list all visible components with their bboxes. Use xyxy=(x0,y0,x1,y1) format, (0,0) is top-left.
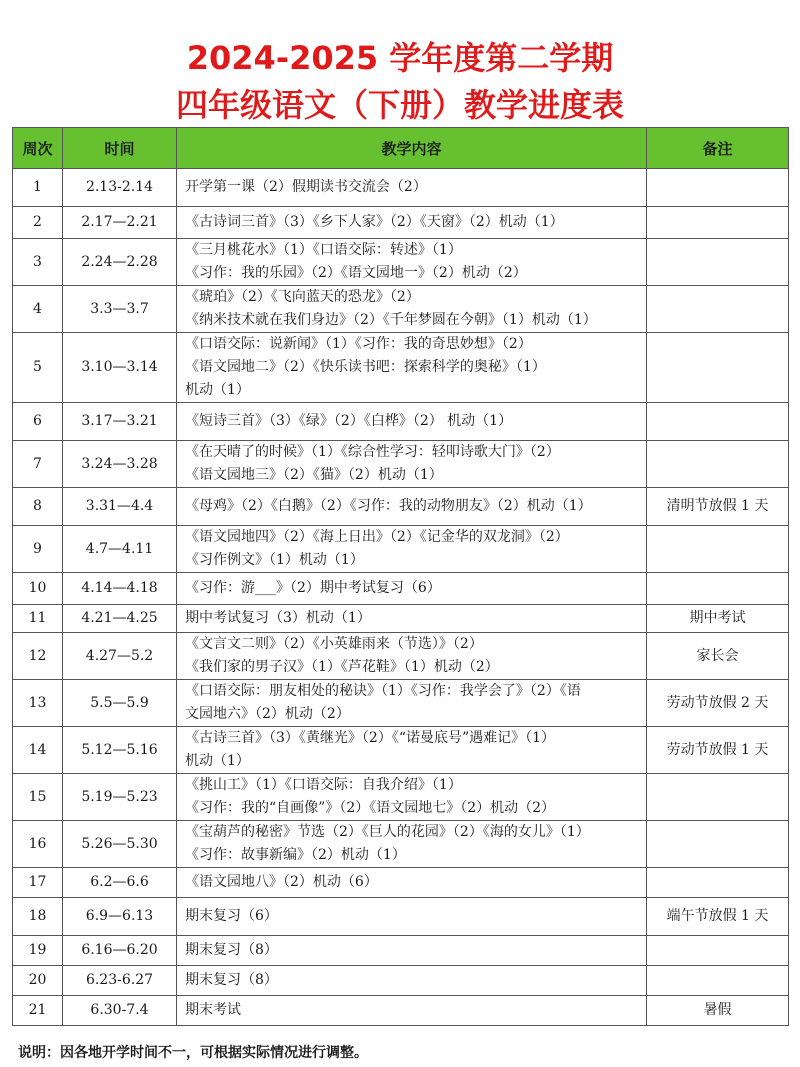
time-cell: 6.23-6.27 xyxy=(63,966,177,996)
time-cell: 3.24—3.28 xyxy=(63,441,177,488)
content-line: 文园地六》（2）机动（2） xyxy=(185,706,350,722)
table-row xyxy=(13,727,789,774)
content-line: 《语文园地八》（2）机动（6） xyxy=(185,874,378,890)
content-line: 《习作：故事新编》（2）机动（1） xyxy=(185,847,406,863)
week-cell: 19 xyxy=(13,936,63,966)
time-cell: 4.27—5.2 xyxy=(63,633,177,680)
content-cell xyxy=(177,169,647,207)
week-cell: 3 xyxy=(13,239,63,286)
content-line: 《语文园地四》（2）《海上日出》（2）《记金华的双龙洞》（2） xyxy=(185,529,569,545)
content-line: 《习作：我的乐园》（2）《语文园地一》（2）机动（2） xyxy=(185,265,527,281)
content-cell xyxy=(177,573,647,605)
content-line: 《习作：我的“自画像”》（2）《语文园地七》（2）机动（2） xyxy=(185,800,556,816)
note-cell xyxy=(647,239,789,286)
time-cell: 4.7—4.11 xyxy=(63,526,177,573)
time-cell: 3.17—3.21 xyxy=(63,403,177,441)
content-line: 《口语交际：朋友相处的秘诀》（1）《习作：我学会了》（2）《语 xyxy=(185,683,581,699)
content-line: 期末复习（6） xyxy=(185,908,278,924)
content-line: 期末考试 xyxy=(185,1002,241,1018)
content-line: 《在天晴了的时候》（1）《综合性学习：轻叩诗歌大门》（2） xyxy=(185,444,560,460)
table-row xyxy=(13,441,789,488)
week-cell: 12 xyxy=(13,633,63,680)
content-cell xyxy=(177,333,647,403)
week-cell: 5 xyxy=(13,333,63,403)
content-line: 《习作例文》（1）机动（1） xyxy=(185,552,364,568)
time-cell: 6.9—6.13 xyxy=(63,898,177,936)
content-line: 《琥珀》（2）《飞向蓝天的恐龙》（2） xyxy=(185,289,420,305)
week-cell: 16 xyxy=(13,821,63,868)
week-cell: 4 xyxy=(13,286,63,333)
note-cell xyxy=(647,526,789,573)
week-cell: 18 xyxy=(13,898,63,936)
content-line: 《语文园地三》（2）《猫》（2）机动（1） xyxy=(185,467,443,483)
note-cell xyxy=(647,207,789,239)
week-cell: 9 xyxy=(13,526,63,573)
note-cell xyxy=(647,441,789,488)
content-cell xyxy=(177,488,647,526)
note-cell xyxy=(647,966,789,996)
header-note: 备注 xyxy=(647,128,789,169)
content-line: 《挑山工》（1）《口语交际：自我介绍》（1） xyxy=(185,777,462,793)
content-cell xyxy=(177,774,647,821)
note-cell: 暑假 xyxy=(647,996,789,1026)
time-cell: 2.17—2.21 xyxy=(63,207,177,239)
table-row xyxy=(13,526,789,573)
time-cell: 3.3—3.7 xyxy=(63,286,177,333)
week-cell: 1 xyxy=(13,169,63,207)
content-line: 机动（1） xyxy=(185,753,250,769)
title-line-2: 四年级语文（下册）教学进度表 xyxy=(175,86,624,124)
time-cell: 4.21—4.25 xyxy=(63,605,177,633)
week-cell: 8 xyxy=(13,488,63,526)
content-line: 机动（1） xyxy=(185,382,250,398)
content-line: 《宝葫芦的秘密》节选（2）《巨人的花园》（2）《海的女儿》（1） xyxy=(185,824,590,840)
week-cell: 6 xyxy=(13,403,63,441)
content-line: 《文言文二则》（2）《小英雄雨来（节选）》（2） xyxy=(185,636,483,652)
time-cell: 5.5—5.9 xyxy=(63,680,177,727)
table-row xyxy=(13,868,789,898)
content-cell xyxy=(177,727,647,774)
table-row xyxy=(13,966,789,996)
week-cell: 11 xyxy=(13,605,63,633)
content-line: 《语文园地二》（2）《快乐读书吧：探索科学的奥秘》（1） xyxy=(185,359,546,375)
header-content: 教学内容 xyxy=(177,128,647,169)
content-line: 《三月桃花水》（1）《口语交际：转述》（1） xyxy=(185,242,462,258)
time-cell: 2.24—2.28 xyxy=(63,239,177,286)
title-line-1: 2024-2025 学年度第二学期 xyxy=(186,39,614,77)
note-cell: 家长会 xyxy=(647,633,789,680)
table-row xyxy=(13,633,789,680)
week-cell: 2 xyxy=(13,207,63,239)
table-row xyxy=(13,573,789,605)
time-cell: 6.2—6.6 xyxy=(63,868,177,898)
table-row xyxy=(13,286,789,333)
table-row xyxy=(13,821,789,868)
table-row xyxy=(13,898,789,936)
content-line: 《古诗词三首》（3）《乡下人家》（2）《天窗》（2）机动（1） xyxy=(185,214,564,230)
content-line: 期中考试复习（3）机动（1） xyxy=(185,610,371,626)
content-cell xyxy=(177,996,647,1026)
table-row xyxy=(13,207,789,239)
content-line: 期末复习（8） xyxy=(185,942,278,958)
content-line: 《口语交际：说新闻》（1）《习作：我的奇思妙想》（2） xyxy=(185,336,532,352)
header-row xyxy=(13,128,789,169)
week-cell: 17 xyxy=(13,868,63,898)
content-line: 《纳米技术就在我们身边》（2）《千年梦圆在今朝》（1）机动（1） xyxy=(185,312,597,328)
table-row xyxy=(13,996,789,1026)
content-line: 《古诗三首》（3）《黄继光》（2）《“诺曼底号”遇难记》（1） xyxy=(185,730,556,746)
header-time: 时间 xyxy=(63,128,177,169)
content-cell xyxy=(177,633,647,680)
note-cell xyxy=(647,169,789,207)
footnote: 说明：因各地开学时间不一，可根据实际情况进行调整。 xyxy=(18,1045,368,1061)
note-cell xyxy=(647,333,789,403)
content-line: 《短诗三首》（3）《绿》（2）《白桦》（2） 机动（1） xyxy=(185,413,513,429)
table-row xyxy=(13,680,789,727)
time-cell: 5.26—5.30 xyxy=(63,821,177,868)
note-cell xyxy=(647,936,789,966)
time-cell: 5.12—5.16 xyxy=(63,727,177,774)
content-cell xyxy=(177,898,647,936)
week-cell: 7 xyxy=(13,441,63,488)
table-row xyxy=(13,239,789,286)
note-cell xyxy=(647,868,789,898)
note-cell xyxy=(647,403,789,441)
content-cell xyxy=(177,239,647,286)
time-cell: 3.10—3.14 xyxy=(63,333,177,403)
content-line: 期末复习（8） xyxy=(185,972,278,988)
note-cell: 端午节放假 1 天 xyxy=(647,898,789,936)
week-cell: 15 xyxy=(13,774,63,821)
note-cell xyxy=(647,286,789,333)
table-row xyxy=(13,333,789,403)
content-cell xyxy=(177,821,647,868)
note-cell: 劳动节放假 1 天 xyxy=(647,727,789,774)
time-cell: 5.19—5.23 xyxy=(63,774,177,821)
week-cell: 10 xyxy=(13,573,63,605)
time-cell: 2.13-2.14 xyxy=(63,169,177,207)
content-cell xyxy=(177,868,647,898)
week-cell: 13 xyxy=(13,680,63,727)
content-cell xyxy=(177,680,647,727)
content-line: 开学第一课（2）假期读书交流会（2） xyxy=(185,179,427,195)
content-cell xyxy=(177,403,647,441)
header-week: 周次 xyxy=(13,128,63,169)
table-row xyxy=(13,936,789,966)
table-row xyxy=(13,169,789,207)
week-cell: 21 xyxy=(13,996,63,1026)
content-line: 《母鸡》（2）《白鹅》（2）《习作：我的动物朋友》（2）机动（1） xyxy=(185,498,592,514)
note-cell: 劳动节放假 2 天 xyxy=(647,680,789,727)
week-cell: 14 xyxy=(13,727,63,774)
note-cell xyxy=(647,573,789,605)
note-cell xyxy=(647,821,789,868)
content-line: 《我们家的男子汉》（1）《芦花鞋》（1）机动（2） xyxy=(185,659,499,675)
content-cell xyxy=(177,207,647,239)
time-cell: 6.30-7.4 xyxy=(63,996,177,1026)
content-cell xyxy=(177,286,647,333)
content-cell xyxy=(177,441,647,488)
table-row xyxy=(13,403,789,441)
content-cell xyxy=(177,966,647,996)
table-row xyxy=(13,605,789,633)
time-cell: 4.14—4.18 xyxy=(63,573,177,605)
content-cell xyxy=(177,526,647,573)
schedule-table xyxy=(12,127,789,1026)
week-cell: 20 xyxy=(13,966,63,996)
content-cell xyxy=(177,605,647,633)
content-cell xyxy=(177,936,647,966)
note-cell: 清明节放假 1 天 xyxy=(647,488,789,526)
note-cell xyxy=(647,774,789,821)
table-row xyxy=(13,774,789,821)
time-cell: 6.16—6.20 xyxy=(63,936,177,966)
note-cell: 期中考试 xyxy=(647,605,789,633)
table-row xyxy=(13,488,789,526)
time-cell: 3.31—4.4 xyxy=(63,488,177,526)
content-line: 《习作：游___》（2）期中考试复习（6） xyxy=(185,580,441,596)
